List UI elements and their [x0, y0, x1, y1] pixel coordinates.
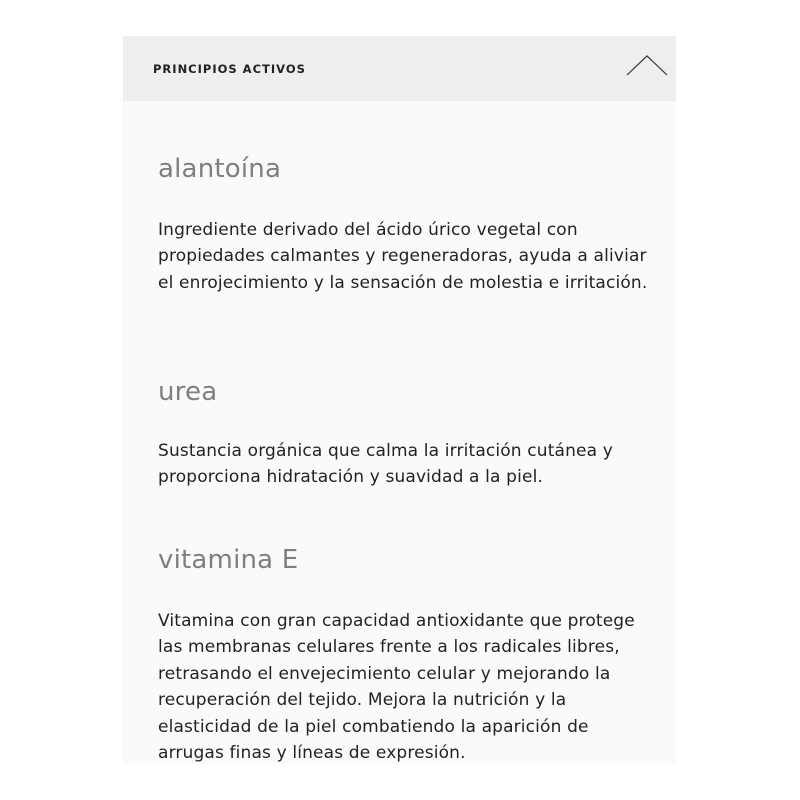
chevron-up-icon[interactable] — [626, 54, 668, 78]
ingredient-description-vitamina-e: Vitamina con gran capacidad antioxidante que protege las membranas celulares frente a los radicales libres, retrasando el envejecimiento celular y mejorando la recuperación del tejido. Mejora la nutrición y la elasticidad de la piel combatiendo la aparición de arrugas finas y líneas de expresión. — [158, 611, 635, 764]
ingredient-description-alantoina: Ingrediente derivado del ácido úrico vegetal con propiedades calmantes y regeneradoras, ayuda a aliviar el enrojecimiento y la sensación de molestia e irritación. — [158, 220, 648, 293]
active-ingredients-panel — [123, 36, 676, 764]
accordion-title: PRINCIPIOS ACTIVOS — [153, 61, 306, 76]
ingredient-name-urea: urea — [158, 377, 218, 407]
accordion-header[interactable] — [123, 36, 676, 101]
ingredient-name-alantoina: alantoína — [158, 154, 282, 184]
ingredient-description-urea: Sustancia orgánica que calma la irritación cutánea y proporciona hidratación y suavidad a la piel. — [158, 441, 613, 488]
ingredient-name-vitamina-e: vitamina E — [158, 545, 299, 575]
